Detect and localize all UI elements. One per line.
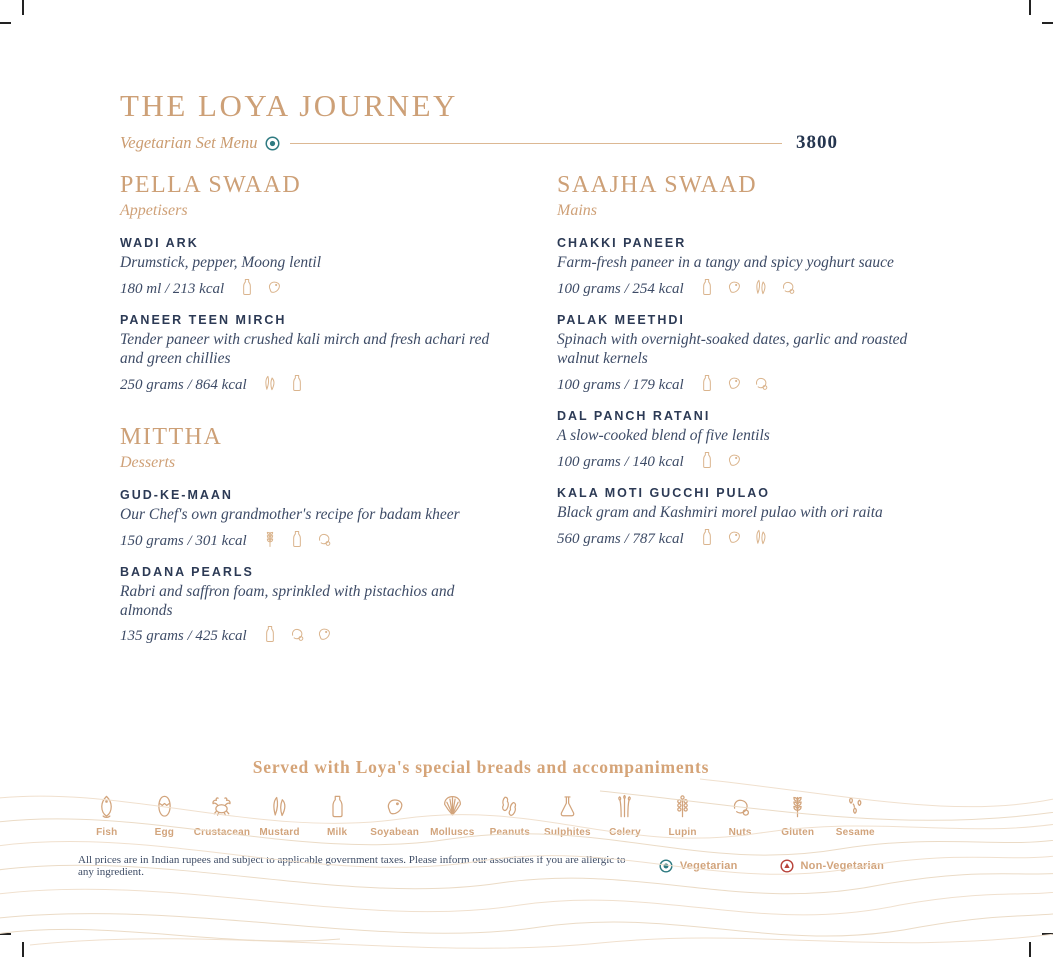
nuts-icon xyxy=(778,276,798,298)
soyabean-icon xyxy=(314,623,334,645)
dish-description: Farm-fresh paneer in a tangy and spicy yoghurt sauce xyxy=(557,254,894,271)
dish-allergen-icons xyxy=(690,526,771,548)
dish-allergen-icons xyxy=(690,449,744,471)
soyabean-icon xyxy=(264,276,284,298)
dish-portion-text: 250 grams / 864 kcal xyxy=(120,376,247,393)
section-saajha-swaad xyxy=(557,172,943,548)
dish-name: BADANA PEARLS xyxy=(120,564,254,579)
crop-mark xyxy=(22,0,24,15)
milk-icon xyxy=(697,449,717,471)
menu-header xyxy=(120,88,838,154)
dish-portion xyxy=(557,526,943,548)
dish-allergen-icons xyxy=(253,372,307,394)
section-mittha xyxy=(120,424,492,646)
menu-subtitle: Vegetarian Set Menu xyxy=(120,133,258,152)
dish-name: DAL PANCH RATANI xyxy=(557,408,711,423)
dish-name: KALA MOTI GUCCHI PULAO xyxy=(557,485,770,500)
dish-name: PALAK MEETHDI xyxy=(557,312,685,327)
crop-mark xyxy=(1029,0,1031,15)
section-subtitle: Appetisers xyxy=(120,202,188,219)
menu-column-left xyxy=(120,172,492,660)
section-pella-swaad xyxy=(120,172,492,394)
dish-palak-meethdi xyxy=(557,313,943,394)
dish-name: GUD-KE-MAAN xyxy=(120,487,233,502)
allergen-label: Sulphites xyxy=(544,827,591,838)
crop-mark xyxy=(1042,22,1053,24)
dish-portion xyxy=(120,623,492,645)
dish-allergen-icons xyxy=(690,372,771,394)
vegetarian-icon xyxy=(265,136,280,151)
allergen-label: Soyabean xyxy=(370,827,420,838)
dish-kala-moti-gucchi-pulao xyxy=(557,486,943,548)
crop-mark xyxy=(0,22,11,24)
nuts-icon xyxy=(751,372,771,394)
mustard-icon xyxy=(260,372,280,394)
dish-portion xyxy=(557,276,943,298)
milk-icon xyxy=(237,276,257,298)
section-title: PELLA SWAAD xyxy=(120,172,302,198)
allergen-label: Lupin xyxy=(668,827,697,838)
dish-portion-text: 180 ml / 213 kcal xyxy=(120,280,225,297)
dish-allergen-icons xyxy=(690,276,798,298)
section-subtitle: Desserts xyxy=(120,453,176,471)
dish-description: Drumstick, pepper, Moong lentil xyxy=(120,254,322,271)
dish-wadi-ark xyxy=(120,236,492,298)
soyabean-icon xyxy=(724,449,744,471)
dish-name: PANEER TEEN MIRCH xyxy=(120,312,287,327)
dish-description: Our Chef's own grandmother's recipe for badam kheer xyxy=(120,505,460,523)
page-title: THE LOYA JOURNEY xyxy=(120,88,458,123)
allergen-label: Milk xyxy=(326,827,348,838)
menu-price: 3800 xyxy=(796,132,838,153)
dish-dal-panch-ratani xyxy=(557,409,943,471)
menu-column-right xyxy=(557,172,943,563)
dish-description: Tender paneer with crushed kali mirch and fresh achari red and green chillies xyxy=(120,330,490,367)
allergen-label: Crustacean xyxy=(193,827,251,838)
dish-portion xyxy=(557,372,943,394)
allergen-label: Molluscs xyxy=(430,827,475,838)
dish-description: Spinach with overnight-soaked dates, garlic and roasted walnut kernels xyxy=(557,330,908,367)
dish-description: Rabri and saffron foam, sprinkled with pistachios and almonds xyxy=(120,582,455,619)
dish-name: WADI ARK xyxy=(120,236,199,250)
dish-portion-text: 150 grams / 301 kcal xyxy=(120,532,247,549)
dish-portion xyxy=(120,528,492,550)
dish-portion-text: 100 grams / 140 kcal xyxy=(557,453,684,470)
milk-icon xyxy=(697,526,717,548)
allergen-label: Fish xyxy=(96,827,118,838)
allergen-label: Nuts xyxy=(728,827,752,838)
milk-icon xyxy=(287,528,307,550)
section-title: MITTHA xyxy=(120,423,223,450)
dish-portion xyxy=(120,276,492,298)
dish-portion-text: 100 grams / 254 kcal xyxy=(557,280,684,297)
mustard-icon xyxy=(751,276,771,298)
allergen-label: Sesame xyxy=(835,827,875,838)
mustard-icon xyxy=(751,526,771,548)
section-title: SAAJHA SWAAD xyxy=(557,172,758,198)
subtitle-row xyxy=(120,132,838,154)
dish-portion-text: 135 grams / 425 kcal xyxy=(120,628,247,645)
allergen-label: Mustard xyxy=(259,827,300,838)
milk-icon xyxy=(260,623,280,645)
milk-icon xyxy=(697,276,717,298)
dish-allergen-icons xyxy=(253,528,334,550)
non-vegetarian-label: Non-Vegetarian xyxy=(800,860,884,872)
gluten-icon xyxy=(260,528,280,550)
allergen-label: Egg xyxy=(154,827,175,838)
dish-allergen-icons xyxy=(230,276,284,298)
dish-chakki-paneer xyxy=(557,236,943,298)
nuts-icon xyxy=(287,623,307,645)
milk-icon xyxy=(287,372,307,394)
dish-portion xyxy=(120,372,492,394)
soyabean-icon xyxy=(724,526,744,548)
dish-portion-text: 100 grams / 179 kcal xyxy=(557,376,684,393)
vegetarian-label: Vegetarian xyxy=(679,860,738,872)
dish-paneer-teen-mirch xyxy=(120,313,492,394)
dish-portion-text: 560 grams / 787 kcal xyxy=(557,530,684,547)
dish-description: A slow-cooked blend of five lentils xyxy=(557,426,770,444)
dish-portion xyxy=(557,449,943,471)
dish-allergen-icons xyxy=(253,623,334,645)
allergen-label: Peanuts xyxy=(489,827,530,838)
nuts-icon xyxy=(314,528,334,550)
section-subtitle: Mains xyxy=(557,202,597,219)
dish-badana-pearls xyxy=(120,565,492,646)
allergen-label: Celery xyxy=(609,827,641,838)
decorative-waves xyxy=(0,777,1053,957)
milk-icon xyxy=(697,372,717,394)
soyabean-icon xyxy=(724,276,744,298)
dish-gud-ke-maan xyxy=(120,488,492,550)
dish-description: Black gram and Kashmiri morel pulao with ori raita xyxy=(557,503,883,521)
fineprint-text: All prices are in Indian rupees and subject to applicable government taxes. Please inform our associates if you are allergic to any ingredient. xyxy=(78,854,626,878)
dish-name: CHAKKI PANEER xyxy=(557,236,687,250)
served-note: Served with Loya's special breads and accompaniments xyxy=(252,757,710,777)
divider-rule xyxy=(290,143,782,144)
allergen-label: Gluten xyxy=(781,827,815,838)
soyabean-icon xyxy=(724,372,744,394)
